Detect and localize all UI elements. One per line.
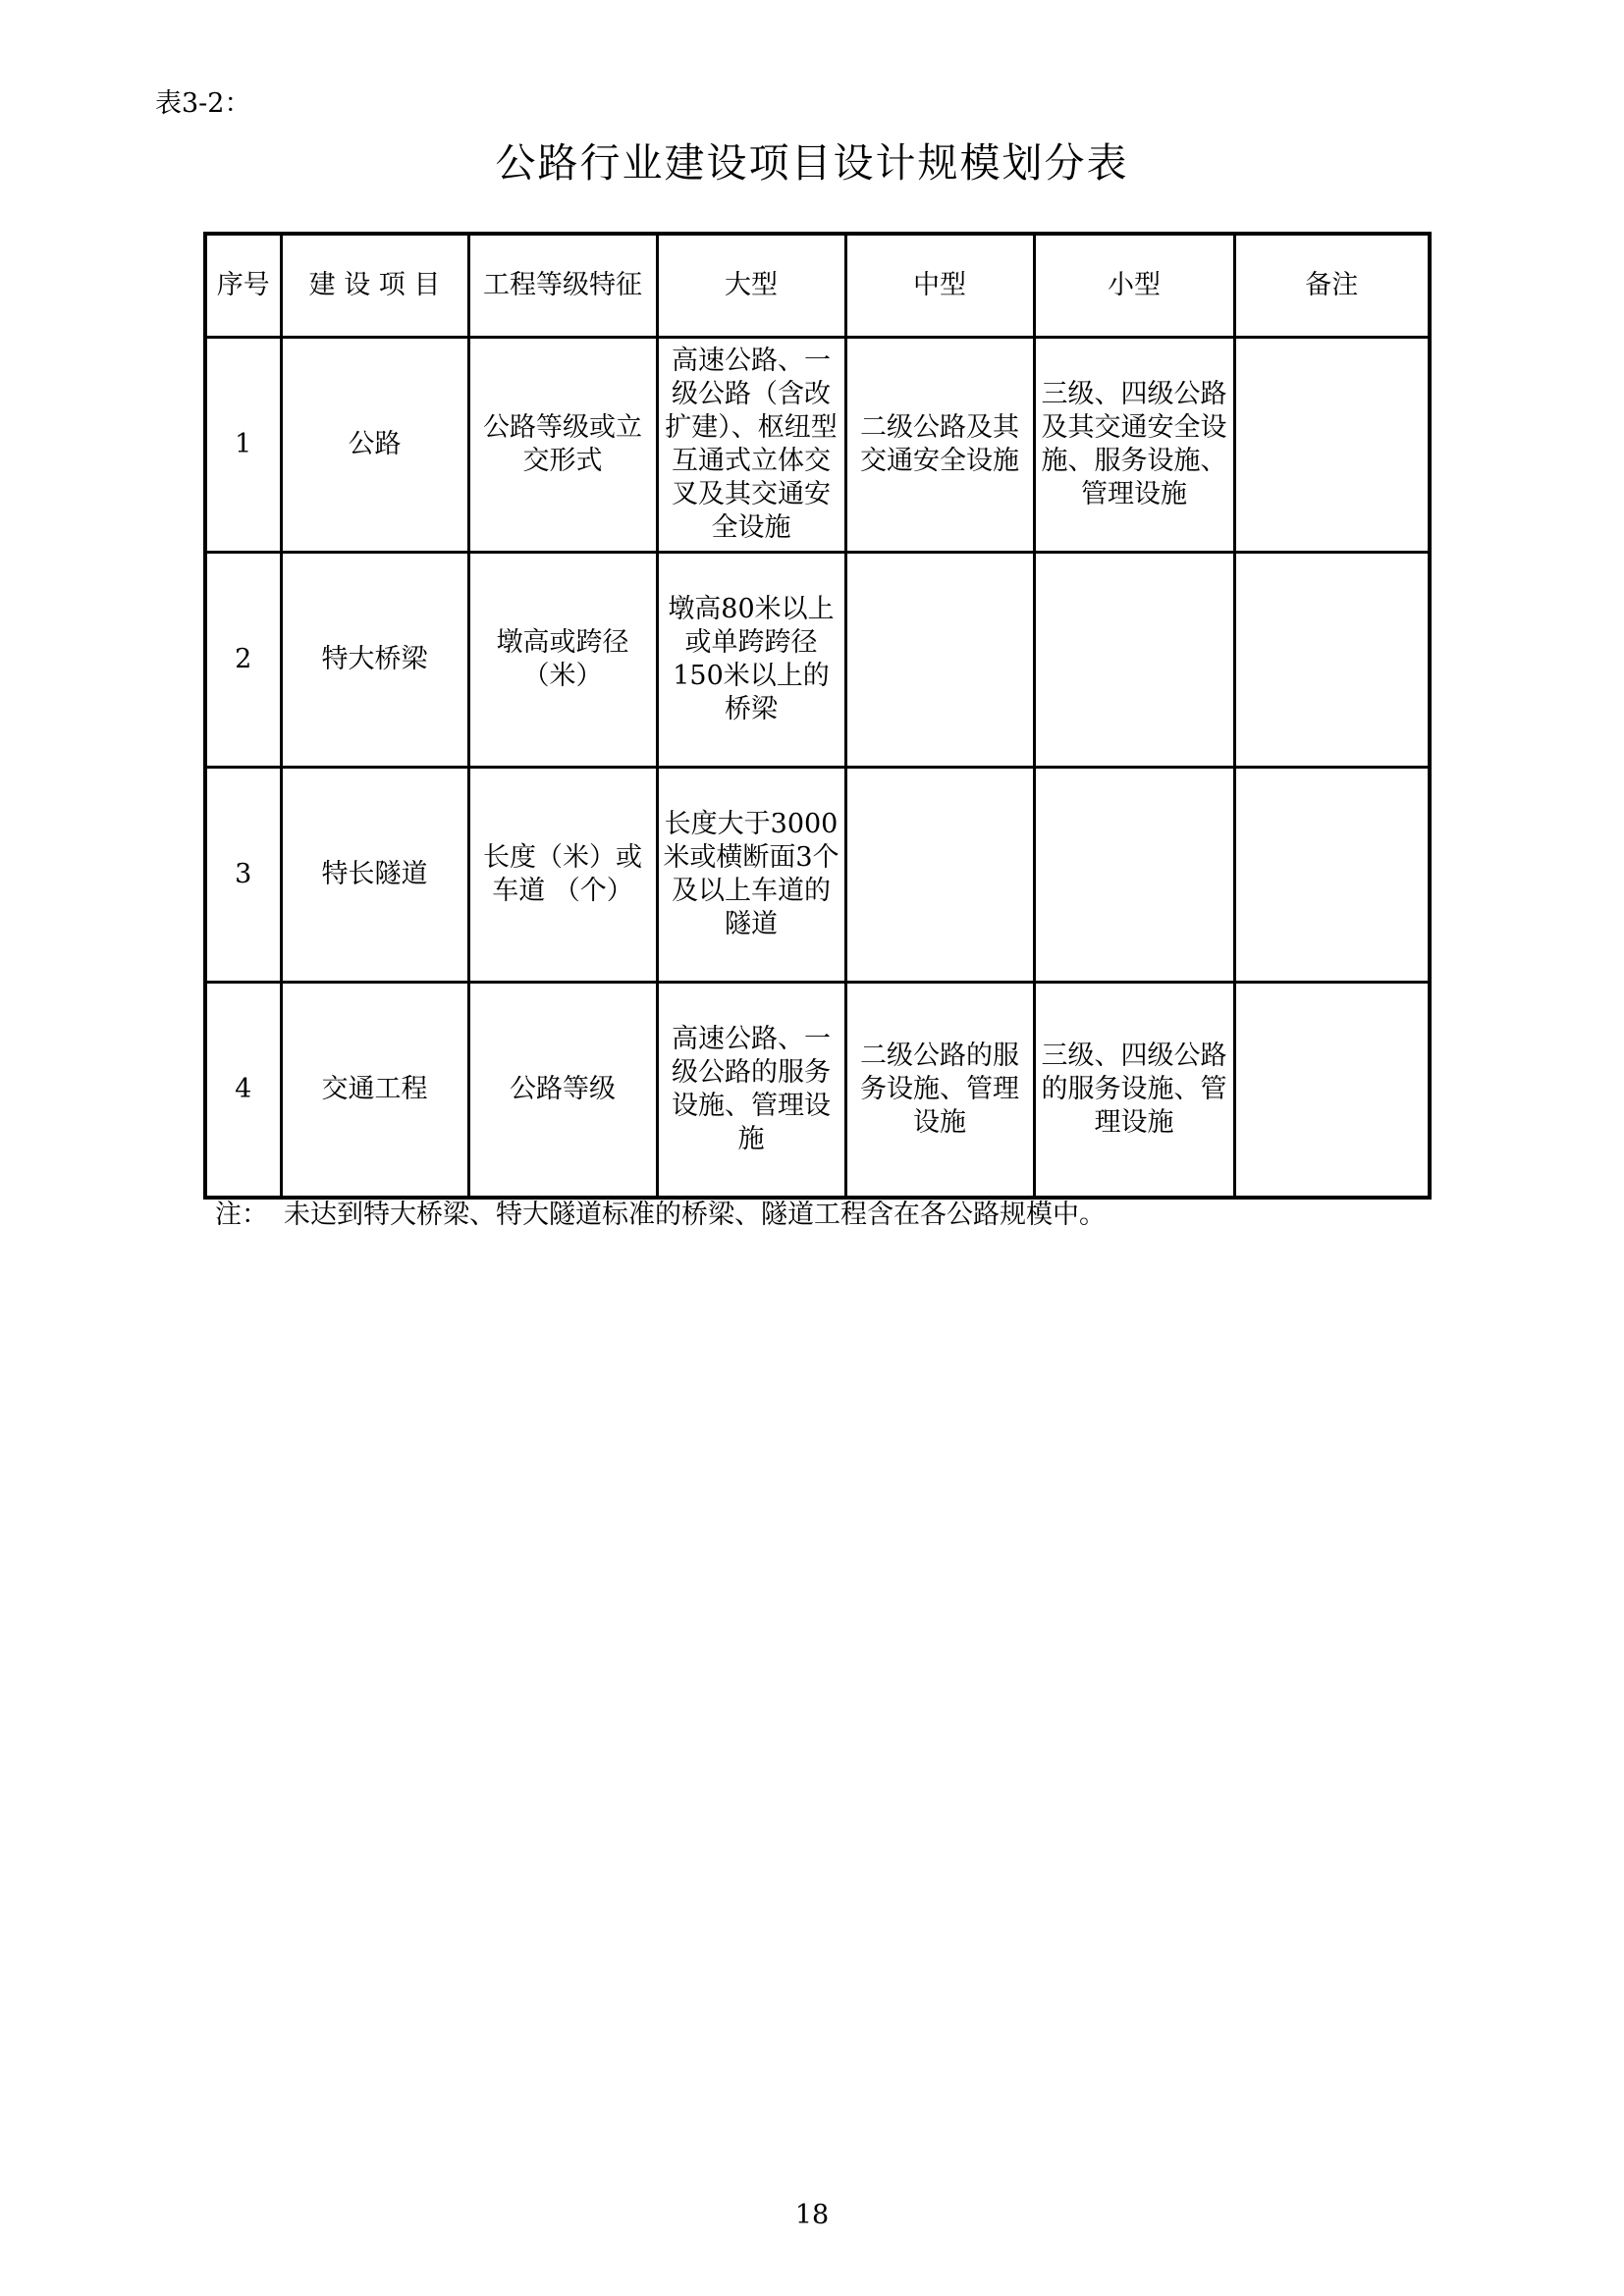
table-row — [205, 983, 1430, 1198]
table-row — [205, 768, 1430, 983]
cell-large: 长度大于3000米或横断面3个及以上车道的隧道 — [657, 768, 845, 983]
cell-small — [1034, 553, 1234, 768]
cell-item: 交通工程 — [281, 983, 468, 1198]
cell-feature: 墩高或跨径（米） — [468, 553, 657, 768]
cell-small: 三级、四级公路的服务设施、管理设施 — [1034, 983, 1234, 1198]
table-header-row — [205, 234, 1430, 338]
cell-remark — [1234, 338, 1430, 553]
page-number: 18 — [794, 2200, 830, 2230]
table-row — [205, 553, 1430, 768]
header-small: 小型 — [1034, 234, 1234, 338]
cell-large: 墩高80米以上或单跨跨径150米以上的桥梁 — [657, 553, 845, 768]
cell-remark — [1234, 768, 1430, 983]
header-medium: 中型 — [845, 234, 1034, 338]
cell-remark — [1234, 983, 1430, 1198]
cell-no: 4 — [205, 983, 281, 1198]
header-large: 大型 — [657, 234, 845, 338]
table-row — [205, 338, 1430, 553]
table-label: 表3-2： — [155, 88, 251, 119]
table-note — [215, 1198, 1106, 1233]
note-label: 注： — [215, 1200, 268, 1230]
scale-classification-table — [203, 232, 1432, 1200]
cell-large: 高速公路、一级公路的服务设施、管理设施 — [657, 983, 845, 1198]
cell-item: 公路 — [281, 338, 468, 553]
note-text: 未达到特大桥梁、特大隧道标准的桥梁、隧道工程含在各公路规模中。 — [284, 1200, 1106, 1230]
cell-no: 3 — [205, 768, 281, 983]
header-no: 序号 — [205, 234, 281, 338]
header-feature: 工程等级特征 — [468, 234, 657, 338]
cell-small: 三级、四级公路及其交通安全设施、服务设施、管理设施 — [1034, 338, 1234, 553]
cell-item: 特大桥梁 — [281, 553, 468, 768]
cell-medium — [845, 768, 1034, 983]
cell-no: 1 — [205, 338, 281, 553]
cell-large: 高速公路、一级公路（含改扩建）、枢纽型互通式立体交叉及其交通安全设施 — [657, 338, 845, 553]
cell-small — [1034, 768, 1234, 983]
cell-medium: 二级公路的服务设施、管理设施 — [845, 983, 1034, 1198]
cell-item: 特长隧道 — [281, 768, 468, 983]
cell-feature: 公路等级或立交形式 — [468, 338, 657, 553]
cell-no: 2 — [205, 553, 281, 768]
header-remark: 备注 — [1234, 234, 1430, 338]
header-item: 建 设 项 目 — [281, 234, 468, 338]
cell-medium: 二级公路及其交通安全设施 — [845, 338, 1034, 553]
cell-feature: 长度（米）或车道 （个） — [468, 768, 657, 983]
cell-feature: 公路等级 — [468, 983, 657, 1198]
cell-medium — [845, 553, 1034, 768]
page-title: 公路行业建设项目设计规模划分表 — [495, 139, 1129, 187]
cell-remark — [1234, 553, 1430, 768]
